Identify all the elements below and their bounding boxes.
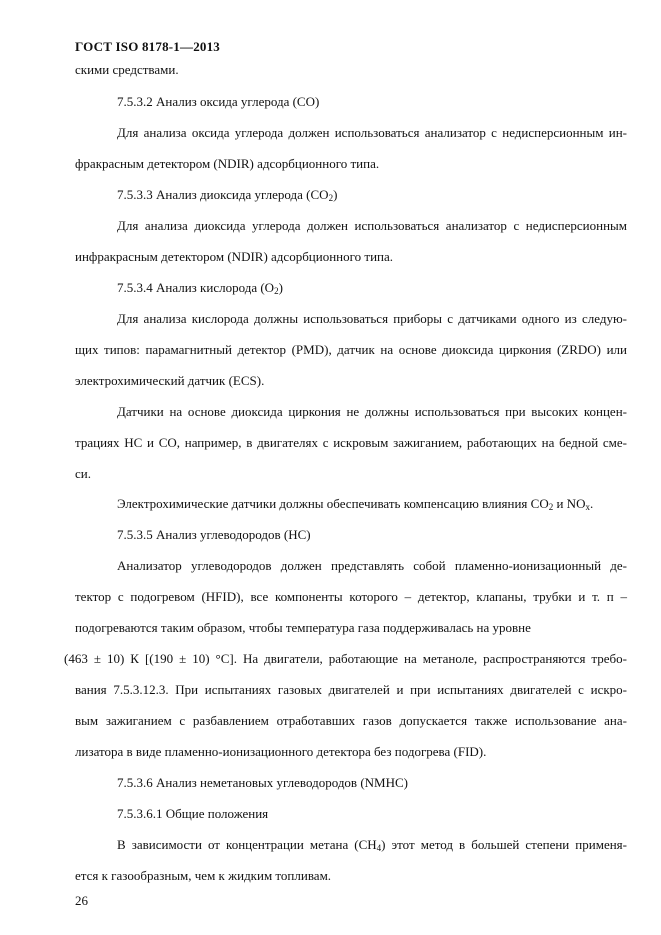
text-line: Анализатор углеводородов должен представлять собой пламенно-ионизационный де- (117, 558, 627, 573)
text-line: щих типов: парамагнитный детектор (PMD), датчик на основе диоксида циркония (ZRDO) или (75, 342, 627, 357)
section-heading-7-5-3-6: 7.5.3.6 Анализ неметановых углеводородов (NMHC) (117, 775, 408, 790)
text-line: Для анализа кислорода должны использоваться приборы с датчиками одного из следую- (117, 311, 627, 326)
text-line: си. (75, 466, 91, 481)
section-heading-7-5-3-2: 7.5.3.2 Анализ оксида углерода (CO) (117, 94, 320, 109)
text-line: инфракрасным детектором (NDIR) адсорбционного типа. (75, 249, 394, 264)
text-line: тектор с подогревом (HFID), все компоненты которого – детектор, клапаны, трубки и т. п – (75, 589, 627, 604)
text-line: (463 ± 10) К [(190 ± 10) °С]. На двигатели, работающие на метаноле, распространяются требо- (64, 651, 627, 666)
text-line: В зависимости от концентрации метана $(CH_4)$ этот метод в большей степени применя- (117, 837, 627, 853)
text-line: вым зажиганием с разбавлением отработавших газов допускается также использование ана- (75, 713, 627, 728)
text-line: фракрасным детектором (NDIR) адсорбционного типа. (75, 156, 380, 171)
page-number: 26 (75, 893, 88, 908)
text-line: подогреваются таким образом, чтобы температура газа поддерживалась на уровне (75, 620, 531, 635)
text-line: трациях НС и СО, например, в двигателях с искровым зажиганием, работающих на бедной сме- (75, 435, 627, 450)
section-heading-7-5-3-3: 7.5.3.3 Анализ диоксида углерода $(CO_2)$ (117, 187, 338, 203)
text-line: Для анализа диоксида углерода должен использоваться анализатор с недисперсионным (117, 218, 627, 233)
section-heading-7-5-3-4: 7.5.3.4 Анализ кислорода $(O_2)$ (117, 280, 283, 296)
text-line: электрохимический датчик (ECS). (75, 373, 265, 388)
section-heading-7-5-3-5: 7.5.3.5 Анализ углеводородов (НС) (117, 527, 311, 542)
text-line: скими средствами. (75, 62, 179, 77)
document-header: ГОСТ ISO 8178-1—2013 (75, 39, 221, 54)
text-line: Датчики на основе диоксида циркония не должны использоваться при высоких концен- (117, 404, 627, 419)
text-line: Для анализа оксида углерода должен использоваться анализатор с недисперсионным ин- (117, 125, 627, 140)
text-line: Электрохимические датчики должны обеспечивать компенсацию влияния $CO_2$ и $NO_x$. (117, 496, 594, 512)
text-line: лизатора в виде пламенно-ионизационного детектора без подогрева (FID). (75, 744, 487, 759)
text-line: ется к газообразным, чем к жидким топливам. (75, 868, 332, 883)
section-heading-7-5-3-6-1: 7.5.3.6.1 Общие положения (117, 806, 269, 821)
text-line: вания 7.5.3.12.3. При испытаниях газовых двигателей и при испытаниях двигателей с искро- (75, 682, 627, 697)
